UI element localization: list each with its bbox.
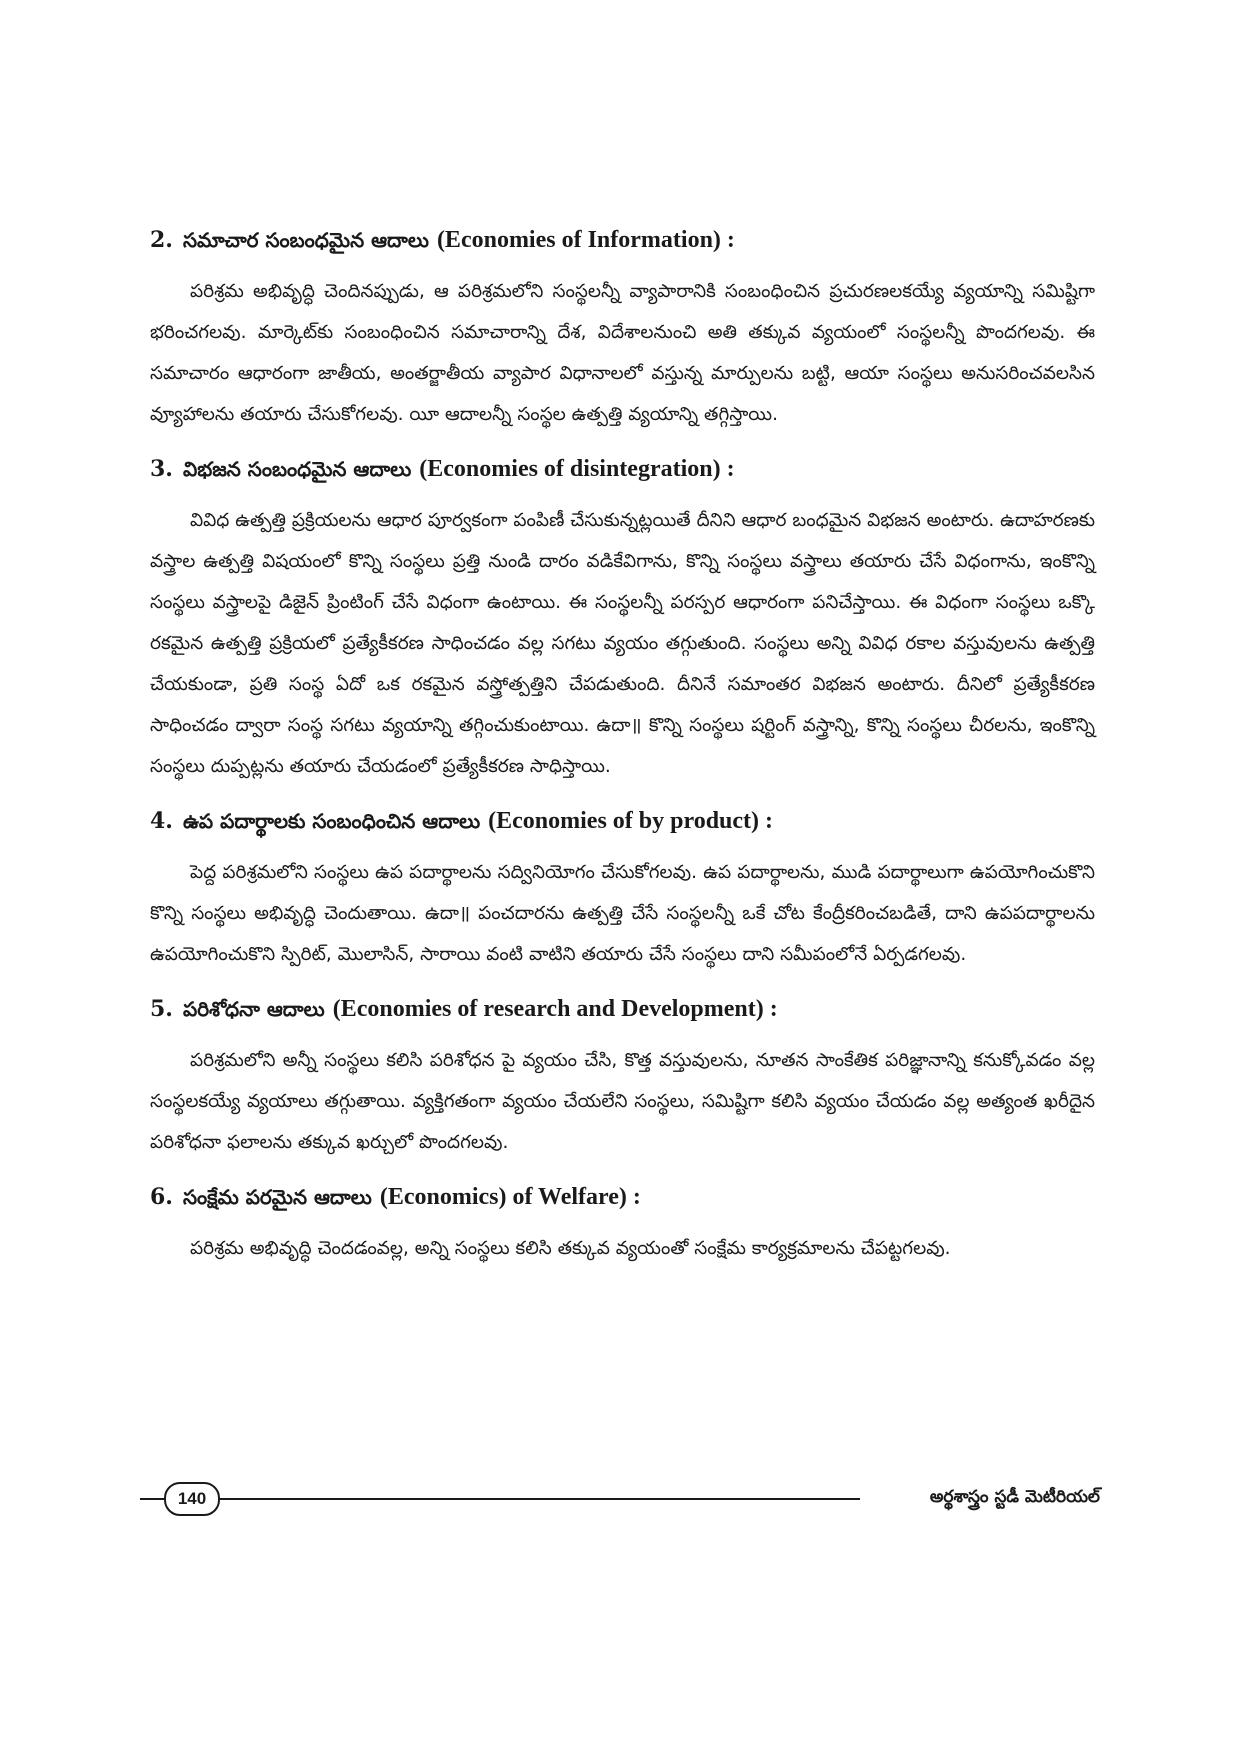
section-paragraph: వివిధ ఉత్పత్తి ప్రక్రియలను ఆధార పూర్వకంగా పంపిణీ చేసుకున్నట్లయితే దీనిని ఆధార బంధమైన విభజన అంటారు. ఉదాహరణకు వస్త్రాల ఉత్పత్తి విషయంలో కొన్ని సంస్థలు ప్రత్తి నుండి దారం వడికేవిగాను, కొన్ని సంస్థలు వస్త్రాలు తయారు చేసే విధంగాను, ఇంకొన్ని సంస్థలు వస్త్రాలపై డిజైన్ ప్రింటింగ్ చేసే విధంగా ఉంటాయి. ఈ సంస్థలన్నీ పరస్పర ఆధారంగా పనిచేస్తాయి. ఈ విధంగా సంస్థలు ఒక్కొ రకమైన ఉత్పత్తి ప్రక్రియలో ప్రత్యేకీకరణ సాధించడం వల్ల సగటు వ్యయం తగ్గుతుంది. సంస్థలు అన్ని వివిధ రకాల వస్తువులను ఉత్పత్తి చేయకుండా, ప్రతి సంస్థ ఏదో ఒక రకమైన వస్త్రోత్పత్తిని చేపడుతుంది. దీనినే సమాంతర విభజన అంటారు. దీనిలో ప్రత్యేకీకరణ సాధించడం ద్వారా సంస్థ సగటు వ్యయాన్ని తగ్గించుకుంటాయి. ఉదా॥ కొన్ని సంస్థలు షర్టింగ్ వస్త్రాన్ని, కొన్ని సంస్థలు చీరలను, ఇంకొన్ని సంస్థలు దుప్పట్లను తయారు చేయడంలో ప్రత్యేకీకరణ సాధిస్తాయి.: [150, 510, 1095, 777]
section-heading: [150, 449, 1095, 490]
section-title-english: (Economies of disintegration) :: [419, 456, 735, 482]
section-number: 2.: [150, 227, 173, 253]
section-title-telugu: పరిశోధనా ఆదాలు: [182, 997, 325, 1021]
section-information: [150, 220, 1095, 435]
sections: [150, 220, 1095, 1283]
section-heading: [150, 801, 1095, 842]
book-title: అర్థశాస్త్రం స్టడీ మెటీరియల్: [929, 1487, 1100, 1507]
section-number: 3.: [150, 456, 173, 482]
section-by-product: [150, 801, 1095, 975]
section-title-telugu: ఉప పదార్థాలకు సంబంధించిన ఆదాలు: [182, 809, 481, 833]
footer-rule: [140, 1498, 860, 1500]
page-footer: [140, 1478, 1100, 1518]
section-number: 6.: [150, 1184, 173, 1210]
section-title-english: (Economies of research and Development) :: [332, 996, 778, 1022]
section-title-telugu: సమాచార సంబంధమైన ఆదాలు: [182, 228, 429, 252]
section-paragraph: పరిశ్రమలోని అన్నీ సంస్థలు కలిసి పరిశోధన పై వ్యయం చేసి, కొత్త వస్తువులను, నూతన సాంకేతిక పరిజ్ఞానాన్ని కనుక్కోవడం వల్ల సంస్థలకయ్యే వ్యయాలు తగ్గుతాయి. వ్యక్తిగతంగా వ్యయం చేయలేని సంస్థలు, సమిష్టిగా కలిసి వ్యయం చేయడం వల్ల అత్యంత ఖరీదైన పరిశోధనా ఫలాలను తక్కువ ఖర్చులో పొందగలవు.: [150, 1050, 1095, 1153]
section-paragraph: పరిశ్రమ అభివృద్ధి చెందడంవల్ల, అన్ని సంస్థలు కలిసి తక్కువ వ్యయంతో సంక్షేమ కార్యక్రమాలను చేపట్టగలవు.: [190, 1238, 951, 1259]
section-heading: [150, 1177, 1095, 1218]
section-heading: [150, 220, 1095, 261]
section-disintegration: [150, 449, 1095, 787]
section-title-english: (Economies of Information) :: [436, 227, 735, 253]
section-number: 5.: [150, 996, 173, 1022]
section-paragraph: పరిశ్రమ అభివృద్ధి చెందినప్పుడు, ఆ పరిశ్రమలోని సంస్థలన్నీ వ్యాపారానికి సంబంధించిన ప్రచురణలకయ్యే వ్యయాన్ని సమిష్టిగా భరించగలవు. మార్కెట్‌కు సంబంధించిన సమాచారాన్ని దేశ, విదేశాలనుంచి అతి తక్కువ వ్యయంలో సంస్థలన్నీ పొందగలవు. ఈ సమాచారం ఆధారంగా జాతీయ, అంతర్జాతీయ వ్యాపార విధానాలలో వస్తున్న మార్పులను బట్టి, ఆయా సంస్థలు అనుసరించవలసిన వ్యూహాలను తయారు చేసుకోగలవు. యీ ఆదాలన్నీ సంస్థల ఉత్పత్తి వ్యయాన్ని తగ్గిస్తాయి.: [150, 281, 1095, 425]
section-title-english: (Economics) of Welfare) :: [379, 1184, 641, 1210]
section-number: 4.: [150, 808, 173, 834]
section-paragraph: పెద్ద పరిశ్రమలోని సంస్థలు ఉప పదార్థాలను సద్వినియోగం చేసుకోగలవు. ఉప పదార్థాలను, ముడి పదార్థాలుగా ఉపయోగించుకొని కొన్ని సంస్థలు అభివృద్ధి చెందుతాయి. ఉదా॥ పంచదారను ఉత్పత్తి చేసే సంస్థలన్నీ ఒకే చోట కేంద్రీకరించబడితే, దాని ఉపపదార్థాలను ఉపయోగించుకొని స్పిరిట్, మొలాసిన్, సారాయి వంటి వాటిని తయారు చేసే సంస్థలు దాని సమీపంలోనే ఏర్పడగలవు.: [150, 862, 1095, 965]
section-research: [150, 989, 1095, 1163]
section-welfare: [150, 1177, 1095, 1269]
section-title-telugu: విభజన సంబంధమైన ఆదాలు: [182, 457, 412, 481]
section-heading: [150, 989, 1095, 1030]
page-number-badge: 140: [164, 1482, 220, 1516]
section-title-telugu: సంక్షేమ పరమైన ఆదాలు: [182, 1185, 372, 1209]
section-title-english: (Economies of by product) :: [488, 808, 774, 834]
